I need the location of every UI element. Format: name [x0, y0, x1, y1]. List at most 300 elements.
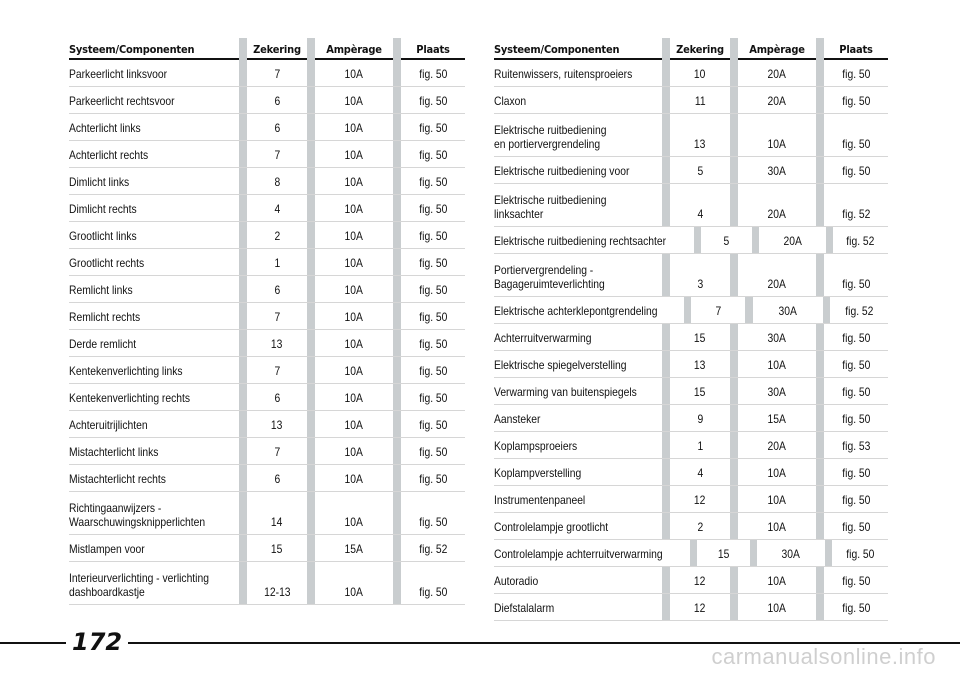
cell-location-text: fig. 50 — [418, 148, 448, 162]
table-row — [494, 594, 888, 621]
column-separator — [816, 486, 824, 512]
cell-amperage — [738, 184, 816, 226]
cell-location — [824, 459, 888, 485]
cell-fuse — [670, 594, 730, 620]
cell-location — [401, 411, 465, 437]
column-separator — [239, 195, 247, 221]
cell-location-text: fig. 50 — [841, 493, 871, 507]
cell-fuse-text: 12 — [694, 574, 706, 588]
cell-amperage-text: 30A — [767, 385, 787, 399]
column-separator — [825, 540, 832, 566]
column-separator — [307, 141, 315, 167]
table-row — [494, 227, 888, 254]
column-separator — [816, 324, 824, 350]
cell-fuse-text: 6 — [274, 391, 280, 405]
header-location: Plaats — [839, 43, 873, 56]
cell-amperage-text: 10A — [344, 515, 364, 529]
cell-system-text: Dimlicht links — [69, 175, 130, 189]
cell-fuse — [247, 114, 307, 140]
column-separator — [307, 60, 315, 86]
cell-system-text: Grootlicht links — [69, 229, 137, 243]
table-row — [494, 254, 888, 297]
cell-system-text: Elektrische ruitbediening voor — [494, 164, 630, 178]
cell-system-text: Kentekenverlichting rechts — [69, 391, 191, 405]
cell-system-text: Diefstalalarm — [494, 601, 555, 615]
cell-system — [494, 405, 662, 431]
cell-location-text: fig. 50 — [418, 121, 448, 135]
cell-fuse-text: 15 — [717, 547, 730, 561]
cell-location — [401, 249, 465, 275]
cell-amperage-text: 10A — [344, 175, 364, 189]
table-row — [494, 324, 888, 351]
table-row — [69, 357, 465, 384]
cell-system — [69, 411, 239, 437]
cell-location-text: fig. 50 — [418, 391, 448, 405]
cell-system — [494, 378, 662, 404]
table-row — [494, 114, 888, 157]
column-separator — [393, 38, 401, 60]
cell-location — [833, 227, 888, 253]
cell-location — [401, 465, 465, 491]
cell-amperage — [315, 60, 393, 86]
table-row — [69, 303, 465, 330]
column-separator — [662, 351, 670, 377]
cell-system — [69, 303, 239, 329]
column-separator — [393, 141, 401, 167]
cell-location — [401, 438, 465, 464]
cell-amperage-text: 20A — [783, 234, 802, 248]
table-row — [494, 513, 888, 540]
column-separator — [823, 297, 830, 323]
cell-location-text: fig. 50 — [418, 445, 448, 459]
column-separator — [307, 38, 315, 60]
cell-system-text: Derde remlicht — [69, 337, 137, 351]
column-separator — [816, 184, 824, 226]
cell-fuse-text: 13 — [271, 418, 283, 432]
cell-amperage-text: 20A — [767, 439, 787, 453]
cell-system-text: Parkeerlicht linksvoor — [69, 67, 168, 81]
cell-amperage-text: 10A — [344, 445, 364, 459]
cell-location-text: fig. 50 — [418, 364, 448, 378]
column-separator — [393, 330, 401, 356]
cell-amperage — [738, 567, 816, 593]
cell-location — [401, 195, 465, 221]
cell-fuse-text: 14 — [271, 515, 283, 529]
cell-amperage — [757, 540, 825, 566]
table-row — [494, 184, 888, 227]
column-separator — [684, 297, 691, 323]
column-separator — [239, 141, 247, 167]
cell-system-text: Mistachterlicht links — [69, 445, 159, 459]
cell-fuse-text: 10 — [694, 67, 706, 81]
column-separator — [662, 254, 670, 296]
cell-location-text: fig. 52 — [418, 542, 448, 556]
table-row — [69, 168, 465, 195]
cell-location — [401, 114, 465, 140]
cell-fuse — [247, 562, 307, 604]
cell-amperage — [315, 438, 393, 464]
cell-location — [824, 157, 888, 183]
header-system: Systeem/Componenten — [494, 43, 620, 56]
cell-system — [494, 114, 662, 156]
cell-fuse-text: 5 — [697, 164, 703, 178]
column-separator — [816, 60, 824, 86]
cell-fuse — [670, 60, 730, 86]
cell-system — [494, 297, 684, 323]
cell-fuse-text: 4 — [697, 466, 703, 480]
cell-fuse — [670, 254, 730, 296]
cell-location — [824, 432, 888, 458]
cell-amperage — [738, 157, 816, 183]
cell-amperage — [315, 303, 393, 329]
cell-location — [401, 562, 465, 604]
cell-amperage-text: 10A — [344, 148, 364, 162]
column-separator — [730, 486, 738, 512]
cell-system — [69, 276, 239, 302]
column-separator — [239, 87, 247, 113]
column-separator — [307, 562, 315, 604]
cell-fuse — [670, 114, 730, 156]
cell-location — [824, 324, 888, 350]
cell-amperage — [315, 276, 393, 302]
column-separator — [307, 492, 315, 534]
column-separator — [730, 405, 738, 431]
cell-fuse — [247, 195, 307, 221]
cell-location-text: fig. 50 — [841, 164, 871, 178]
cell-location-text: fig. 50 — [418, 585, 448, 599]
cell-system-text: Elektrische spiegelverstelling — [494, 358, 627, 372]
column-separator — [730, 324, 738, 350]
cell-fuse-text: 15 — [694, 331, 706, 345]
cell-amperage — [738, 513, 816, 539]
cell-system-text: Achterlicht rechts — [69, 148, 149, 162]
cell-fuse — [670, 378, 730, 404]
cell-location-text: fig. 50 — [841, 94, 871, 108]
column-separator — [730, 254, 738, 296]
cell-amperage-text: 30A — [767, 164, 787, 178]
cell-amperage-text: 10A — [344, 256, 364, 270]
cell-location-text: fig. 53 — [841, 439, 871, 453]
cell-location — [401, 492, 465, 534]
cell-fuse — [247, 168, 307, 194]
cell-amperage-text: 10A — [344, 121, 364, 135]
cell-amperage-text: 10A — [344, 202, 364, 216]
cell-location-text: fig. 50 — [841, 520, 871, 534]
cell-fuse — [670, 184, 730, 226]
column-separator — [816, 513, 824, 539]
column-separator — [307, 438, 315, 464]
column-separator — [662, 405, 670, 431]
cell-fuse-text: 6 — [274, 283, 280, 297]
cell-system — [69, 168, 239, 194]
table-row — [69, 195, 465, 222]
cell-system — [69, 249, 239, 275]
column-separator — [307, 195, 315, 221]
cell-system — [69, 330, 239, 356]
cell-fuse-text: 1 — [274, 256, 280, 270]
cell-amperage-text: 20A — [767, 94, 787, 108]
column-separator — [307, 222, 315, 248]
header-system: Systeem/Componenten — [69, 43, 195, 56]
cell-system-text: Kentekenverlichting links — [69, 364, 183, 378]
column-separator — [730, 513, 738, 539]
cell-location — [832, 540, 888, 566]
column-separator — [730, 114, 738, 156]
cell-system — [69, 114, 239, 140]
cell-system-text: Richtingaanwijzers - Waarschuwingsknipperlichten — [69, 501, 206, 529]
cell-location-text: fig. 52 — [845, 304, 874, 318]
column-separator — [393, 438, 401, 464]
cell-location-text: fig. 50 — [841, 601, 871, 615]
cell-system-text: Achterruitverwarming — [494, 331, 592, 345]
cell-fuse-text: 13 — [694, 137, 706, 151]
column-separator — [730, 87, 738, 113]
cell-system — [69, 384, 239, 410]
cell-fuse — [247, 222, 307, 248]
cell-system — [69, 438, 239, 464]
column-separator — [690, 540, 697, 566]
column-separator — [393, 276, 401, 302]
cell-system-text: Controlelampje achterruitverwarming — [494, 547, 663, 561]
column-separator — [730, 567, 738, 593]
table-row — [494, 459, 888, 486]
cell-fuse — [670, 459, 730, 485]
cell-location — [401, 303, 465, 329]
header-fuse: Zekering — [676, 43, 724, 56]
cell-location-text: fig. 50 — [845, 547, 875, 561]
cell-location — [401, 535, 465, 561]
cell-location-text: fig. 52 — [846, 234, 875, 248]
cell-amperage-text: 10A — [344, 283, 364, 297]
cell-fuse-text: 4 — [697, 207, 703, 221]
fuse-table-left — [69, 38, 465, 605]
cell-location-text: fig. 50 — [841, 277, 871, 291]
column-separator — [239, 114, 247, 140]
column-separator — [307, 303, 315, 329]
cell-amperage — [738, 378, 816, 404]
cell-amperage-text: 10A — [767, 137, 787, 151]
table-row — [69, 492, 465, 535]
cell-fuse-text: 12 — [694, 601, 706, 615]
cell-system-text: Instrumentenpaneel — [494, 493, 586, 507]
cell-location — [824, 114, 888, 156]
cell-amperage — [315, 330, 393, 356]
table-header — [494, 38, 888, 60]
column-separator — [730, 184, 738, 226]
cell-amperage-text: 10A — [344, 94, 364, 108]
column-separator — [239, 168, 247, 194]
cell-location-text: fig. 50 — [418, 418, 448, 432]
cell-amperage-text: 20A — [767, 67, 787, 81]
cell-fuse-text: 7 — [715, 304, 722, 318]
cell-system — [69, 60, 239, 86]
cell-fuse-text: 15 — [694, 385, 706, 399]
column-separator — [662, 38, 670, 60]
cell-fuse — [247, 411, 307, 437]
table-row — [69, 222, 465, 249]
cell-fuse-text: 8 — [274, 175, 280, 189]
cell-fuse-text: 6 — [274, 121, 280, 135]
cell-location — [401, 276, 465, 302]
cell-fuse-text: 5 — [723, 234, 730, 248]
cell-amperage-text: 10A — [344, 418, 364, 432]
cell-fuse — [701, 227, 752, 253]
cell-location-text: fig. 50 — [841, 358, 871, 372]
header-amperage: Ampèrage — [326, 43, 382, 56]
cell-amperage — [315, 168, 393, 194]
cell-amperage-text: 15A — [344, 542, 364, 556]
column-separator — [393, 168, 401, 194]
column-separator — [816, 594, 824, 620]
cell-amperage — [315, 114, 393, 140]
cell-amperage — [759, 227, 826, 253]
cell-amperage — [738, 60, 816, 86]
cell-fuse-text: 2 — [697, 520, 703, 534]
cell-system-text: Autoradio — [494, 574, 539, 588]
column-separator — [816, 87, 824, 113]
cell-amperage-text: 10A — [767, 493, 787, 507]
column-separator — [662, 567, 670, 593]
table-row — [69, 411, 465, 438]
cell-fuse — [670, 567, 730, 593]
column-separator — [239, 411, 247, 437]
column-separator — [307, 249, 315, 275]
cell-fuse — [247, 438, 307, 464]
cell-amperage-text: 10A — [767, 466, 787, 480]
table-row — [494, 540, 888, 567]
cell-amperage — [315, 141, 393, 167]
cell-system — [494, 184, 662, 226]
cell-fuse-text: 7 — [274, 148, 280, 162]
column-separator — [662, 459, 670, 485]
cell-system — [69, 492, 239, 534]
cell-location — [824, 87, 888, 113]
cell-location-text: fig. 50 — [418, 175, 448, 189]
column-separator — [307, 384, 315, 410]
cell-fuse — [670, 87, 730, 113]
column-separator — [662, 432, 670, 458]
cell-location — [401, 357, 465, 383]
cell-location — [824, 351, 888, 377]
cell-system-text: Remlicht rechts — [69, 310, 141, 324]
column-separator — [393, 195, 401, 221]
cell-system-text: Achteruitrijlichten — [69, 418, 148, 432]
table-row — [69, 535, 465, 562]
cell-system — [494, 540, 690, 566]
cell-amperage — [738, 459, 816, 485]
cell-amperage — [315, 357, 393, 383]
cell-location — [824, 60, 888, 86]
column-separator — [816, 459, 824, 485]
table-row — [69, 87, 465, 114]
cell-fuse — [247, 276, 307, 302]
cell-location-text: fig. 50 — [418, 310, 448, 324]
cell-fuse-text: 13 — [694, 358, 706, 372]
cell-fuse — [247, 330, 307, 356]
cell-system — [69, 195, 239, 221]
column-separator — [393, 562, 401, 604]
cell-location-text: fig. 50 — [841, 574, 871, 588]
fuse-table-right — [494, 38, 888, 621]
cell-location-text: fig. 50 — [418, 515, 448, 529]
column-separator — [816, 254, 824, 296]
column-separator — [239, 357, 247, 383]
cell-system — [494, 324, 662, 350]
cell-amperage-text: 10A — [344, 472, 364, 486]
cell-amperage — [315, 465, 393, 491]
column-separator — [694, 227, 701, 253]
cell-fuse — [670, 486, 730, 512]
table-row — [494, 87, 888, 114]
cell-location-text: fig. 50 — [841, 137, 871, 151]
cell-location-text: fig. 50 — [418, 94, 448, 108]
cell-system — [69, 562, 239, 604]
cell-fuse-text: 7 — [274, 445, 280, 459]
cell-location-text: fig. 50 — [418, 337, 448, 351]
cell-system — [494, 486, 662, 512]
cell-system-text: Verwarming van buitenspiegels — [494, 385, 637, 399]
table-body — [69, 60, 465, 605]
table-row — [494, 432, 888, 459]
cell-location — [401, 222, 465, 248]
column-separator — [393, 357, 401, 383]
header-location: Plaats — [416, 43, 450, 56]
table-row — [69, 562, 465, 605]
cell-system — [494, 60, 662, 86]
cell-location-text: fig. 50 — [418, 256, 448, 270]
column-separator — [307, 168, 315, 194]
column-separator — [307, 330, 315, 356]
table-header — [69, 38, 465, 60]
cell-system — [494, 254, 662, 296]
cell-location — [824, 378, 888, 404]
cell-fuse — [247, 87, 307, 113]
cell-system — [494, 157, 662, 183]
column-separator — [239, 438, 247, 464]
cell-system-text: Dimlicht rechts — [69, 202, 137, 216]
cell-amperage-text: 10A — [344, 585, 364, 599]
cell-system — [494, 594, 662, 620]
cell-fuse — [247, 303, 307, 329]
column-separator — [239, 303, 247, 329]
cell-fuse-text: 7 — [274, 310, 280, 324]
column-separator — [239, 222, 247, 248]
column-separator — [393, 114, 401, 140]
cell-location-text: fig. 50 — [841, 67, 871, 81]
column-separator — [307, 411, 315, 437]
column-separator — [662, 184, 670, 226]
cell-system — [494, 432, 662, 458]
cell-fuse-text: 11 — [694, 94, 706, 108]
header-fuse: Zekering — [253, 43, 301, 56]
cell-system-text: Elektrische achterklepontgrendeling — [494, 304, 658, 318]
table-row — [494, 60, 888, 87]
column-separator — [239, 384, 247, 410]
column-separator — [239, 38, 247, 60]
cell-fuse-text: 15 — [271, 542, 283, 556]
table-row — [494, 486, 888, 513]
cell-system-text: Controlelampje grootlicht — [494, 520, 609, 534]
cell-fuse-text: 12-13 — [263, 585, 291, 599]
column-separator — [662, 157, 670, 183]
cell-fuse-text: 1 — [697, 439, 703, 453]
cell-fuse — [247, 60, 307, 86]
column-separator — [816, 432, 824, 458]
column-separator — [662, 324, 670, 350]
cell-location — [824, 184, 888, 226]
cell-system-text: Mistachterlicht rechts — [69, 472, 166, 486]
cell-system — [494, 227, 694, 253]
